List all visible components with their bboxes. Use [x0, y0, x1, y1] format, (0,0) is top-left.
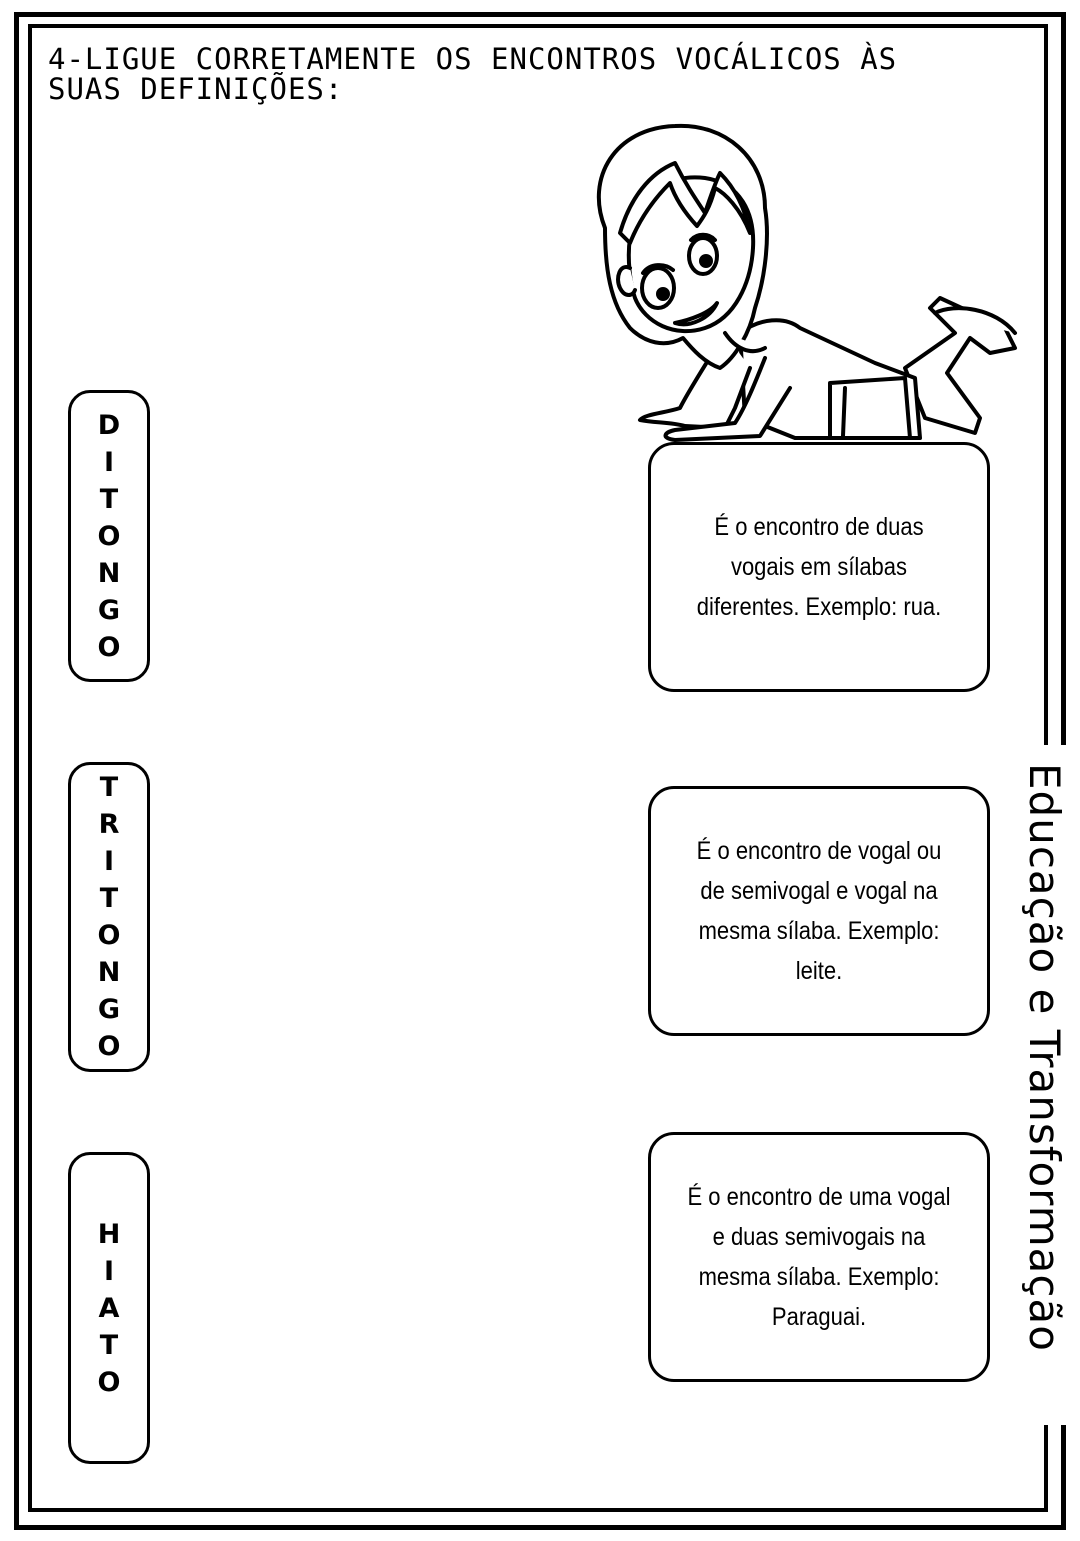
definition-text: É o encontro de uma vogal e duas semivogais na mesma sílaba. Exemplo: Paraguai. [687, 1183, 951, 1331]
word-letter: I [103, 446, 115, 478]
exercise-title [48, 44, 1038, 104]
word-letter: I [103, 1255, 115, 1287]
word-letter: G [97, 994, 121, 1025]
word-letter: T [99, 772, 119, 803]
word-letter: O [97, 920, 121, 951]
word-letter: N [97, 957, 121, 988]
title-line-2: SUAS DEFINIÇÕES: [48, 72, 344, 106]
definition-box-1[interactable] [648, 442, 990, 692]
word-letter: O [97, 1031, 121, 1062]
definition-box-3[interactable] [648, 1132, 990, 1382]
word-box-tritongo[interactable] [68, 762, 150, 1072]
girl-lying-illustration [575, 118, 1025, 448]
word-letter: A [98, 1292, 120, 1324]
word-letter: O [97, 520, 121, 552]
word-letter: N [97, 557, 121, 589]
definition-box-2[interactable] [648, 786, 990, 1036]
word-letter: O [97, 1366, 121, 1398]
word-letter: T [99, 1329, 119, 1361]
title-line-1: 4-LIGUE CORRETAMENTE OS ENCONTROS VOCÁLICOS ÀS [48, 42, 898, 76]
word-letter: D [97, 409, 121, 441]
brand-text: Educação e Transformação [1020, 763, 1069, 1352]
definition-text: É o encontro de duas vogais em sílabas diferentes. Exemplo: rua. [696, 513, 942, 621]
word-letter: H [97, 1218, 121, 1250]
word-box-ditongo[interactable] [68, 390, 150, 682]
definition-text: É o encontro de vogal ou de semivogal e vogal na mesma sílaba. Exemplo: leite. [696, 837, 942, 985]
word-letter: G [97, 594, 121, 626]
word-letter: I [103, 846, 115, 877]
word-letter: R [98, 809, 120, 840]
word-letter: O [97, 631, 121, 663]
word-letter: T [99, 883, 119, 914]
word-letter: T [99, 483, 119, 515]
word-box-hiato[interactable] [68, 1152, 150, 1464]
